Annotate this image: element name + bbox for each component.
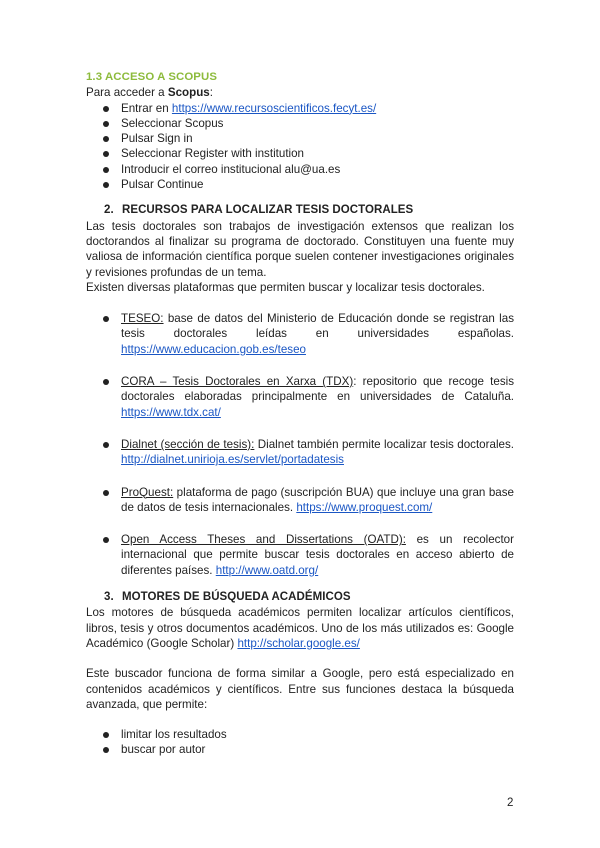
bullet-icon — [103, 151, 109, 157]
list-item — [86, 146, 514, 161]
oatd-link[interactable]: http://www.oatd.org/ — [215, 563, 319, 577]
bullet-icon — [103, 182, 109, 188]
teseo-link[interactable]: https://www.educacion.gob.es/teseo — [121, 342, 306, 356]
tesis-paragraph-2: Existen diversas plataformas que permiten buscar y localizar tesis doctorales. — [86, 280, 485, 294]
resource-name: TESEO: — [121, 312, 164, 326]
step-text: Pulsar Sign in — [121, 132, 193, 146]
section-title-scopus: 1.3 ACCESO A SCOPUS — [86, 71, 218, 83]
list-item — [86, 727, 514, 742]
resource-item-teseo — [86, 311, 514, 357]
motores-text: Los motores de búsqueda académicos permiten localizar artículos científicos, libros, tesis y otros documentos académicos. Uno de los más utilizados es: Google Académico (Google Scholar) — [86, 606, 514, 650]
intro-suffix: : — [209, 86, 213, 100]
bullet-icon — [103, 442, 109, 448]
step-text: Entrar en — [121, 101, 172, 115]
bullet-icon — [103, 732, 109, 738]
resource-name: ProQuest: — [121, 485, 174, 499]
tesis-paragraph: Las tesis doctorales son trabajos de investigación extensos que realizan los doctorandos al finalizar su programa de doctorado. Constituyen una fuente muy valiosa de información científica porque suelen contener investigaciones originales y revisiones profundas de un tema. — [86, 219, 514, 279]
resource-item-dialnet — [86, 437, 514, 468]
resource-item-tdx — [86, 374, 514, 420]
resource-item-oatd — [86, 532, 514, 578]
list-item — [86, 131, 514, 146]
section-title: RECURSOS PARA LOCALIZAR TESIS DOCTORALES — [122, 204, 414, 217]
search-features-list — [86, 727, 514, 758]
tdx-link[interactable]: https://www.tdx.cat/ — [121, 405, 221, 419]
section-heading-tesis — [86, 203, 514, 218]
bullet-icon — [103, 316, 109, 322]
resource-name: Dialnet (sección de tesis): — [121, 437, 255, 451]
bullet-icon — [103, 121, 109, 127]
resource-description: Dialnet también permite localizar tesis doctorales. — [254, 437, 514, 451]
scholar-link[interactable]: http://scholar.google.es/ — [237, 636, 360, 650]
list-item — [86, 116, 514, 131]
section-number: 2. — [104, 204, 114, 217]
document-page — [86, 70, 514, 758]
feature-text: limitar los resultados — [121, 728, 227, 742]
page-number: 2 — [507, 797, 514, 809]
feature-text: buscar por autor — [121, 743, 206, 757]
bullet-icon — [103, 136, 109, 142]
buscador-paragraph: Este buscador funciona de forma similar a Google, pero está especializado en contenidos académicos y científicos. Entre sus funciones destaca la búsqueda avanzada, que permite: — [86, 667, 514, 711]
bullet-icon — [103, 167, 109, 173]
motores-paragraph — [86, 605, 514, 651]
list-item — [86, 177, 514, 192]
resource-name: Open Access Theses and Dissertations (OATD): — [121, 533, 406, 547]
intro-bold: Scopus — [167, 86, 210, 100]
bullet-icon — [103, 747, 109, 753]
resource-item-proquest — [86, 485, 514, 516]
bullet-icon — [103, 106, 109, 112]
step-text: Seleccionar Register with institution — [121, 147, 305, 161]
resource-description: plataforma de pago (suscripción BUA) que incluye una gran base de datos de tesis internacionales. — [121, 485, 514, 514]
bullet-icon — [103, 379, 109, 385]
step-text: Introducir el correo institucional alu@ua.es — [121, 162, 341, 176]
fecyt-link[interactable]: https://www.recursoscientificos.fecyt.es/ — [171, 101, 377, 115]
list-item — [86, 742, 514, 757]
resource-description: es un recolector internacional que permite buscar tesis doctorales en acceso abierto de diferentes países. — [121, 533, 514, 577]
intro-prefix: Para acceder a — [86, 86, 168, 100]
step-text: Seleccionar Scopus — [121, 116, 224, 130]
scopus-steps — [86, 101, 514, 193]
resource-name: CORA – Tesis Doctorales en Xarxa (TDX) — [121, 375, 354, 389]
section-heading-motores — [86, 590, 514, 605]
proquest-link[interactable]: https://www.proquest.com/ — [296, 500, 433, 514]
resource-description: : repositorio que recoge tesis doctorales elaboradas principalmente en universidades de Cataluña. — [121, 375, 514, 404]
section-number: 3. — [104, 591, 114, 604]
list-item — [86, 162, 514, 177]
dialnet-link[interactable]: http://dialnet.unirioja.es/servlet/portadatesis — [121, 453, 344, 467]
bullet-icon — [103, 537, 109, 543]
bullet-icon — [103, 490, 109, 496]
resource-description: base de datos del Ministerio de Educación donde se registran las tesis doctorales leídas en universidades españolas. — [121, 312, 514, 341]
step-text: Pulsar Continue — [121, 178, 204, 192]
list-item — [86, 101, 514, 116]
resources-list — [86, 311, 514, 578]
scopus-intro — [86, 85, 514, 100]
section-title: MOTORES DE BÚSQUEDA ACADÉMICOS — [122, 591, 351, 604]
